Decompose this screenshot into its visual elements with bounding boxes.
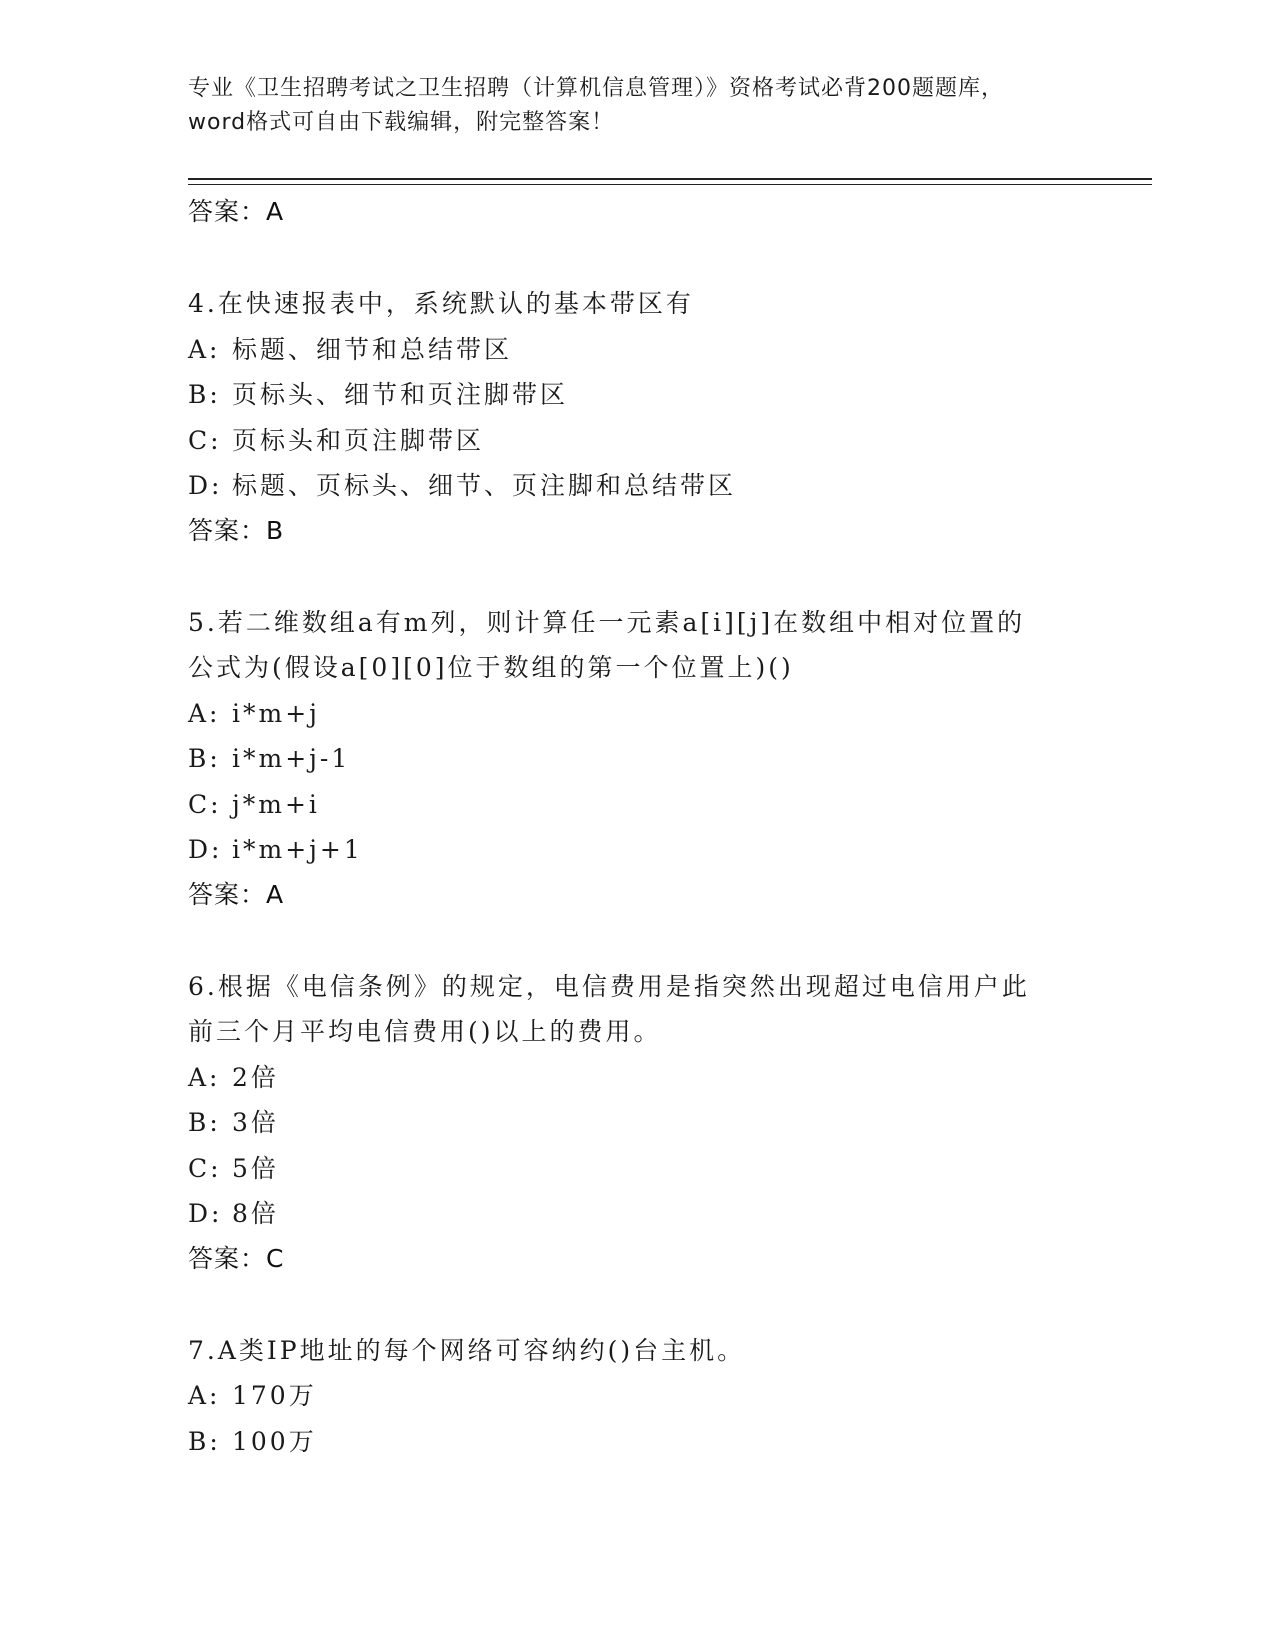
header-rule-thick xyxy=(188,178,1152,180)
option-a: A: 170万 xyxy=(188,1381,317,1410)
answer-line: 答案：B xyxy=(188,515,285,545)
header-line-1: 专业《卫生招聘考试之卫生招聘（计算机信息管理）》资格考试必背200题题库， xyxy=(188,76,1004,101)
option-a: A: i*m+j xyxy=(188,698,320,728)
option-b: B: 3倍 xyxy=(188,1108,279,1137)
question-text: 4.在快速报表中，系统默认的基本带区有 xyxy=(188,289,694,318)
option-b: B: i*m+j-1 xyxy=(188,744,351,773)
option-d: D: 8倍 xyxy=(188,1199,279,1228)
question-text-continued: 公式为(假设a[0][0]位于数组的第一个位置上)() xyxy=(188,653,794,682)
header-rule-thin xyxy=(188,184,1152,185)
answer-line: 答案：A xyxy=(188,197,285,226)
option-a: A: 标题、细节和总结带区 xyxy=(188,334,513,364)
question-text-continued: 前三个月平均电信费用()以上的费用。 xyxy=(188,1017,662,1046)
header-line-2: word格式可自由下载编辑，附完整答案！ xyxy=(188,110,615,135)
answer-line: 答案：A xyxy=(188,879,285,909)
question-block xyxy=(188,1328,1088,1465)
option-c: C: 5倍 xyxy=(188,1153,279,1183)
document-header xyxy=(188,72,1088,140)
question-block xyxy=(188,281,1088,553)
option-c: C: j*m+i xyxy=(188,789,320,819)
option-a: A: 2倍 xyxy=(188,1062,279,1092)
option-b: B: 页标头、细节和页注脚带区 xyxy=(188,380,569,409)
question-block xyxy=(188,600,1088,917)
document-content xyxy=(188,190,1088,1464)
question-text: 5.若二维数组a有m列，则计算任一元素a[i][j]在数组中相对位置的 xyxy=(188,607,1026,637)
answer-line: 答案：C xyxy=(188,1243,285,1273)
question-text: 7.A类IP地址的每个网络可容纳约()台主机。 xyxy=(188,1335,746,1365)
question-text: 6.根据《电信条例》的规定，电信费用是指突然出现超过电信用户此 xyxy=(188,971,1030,1001)
question-block xyxy=(188,964,1088,1281)
option-d: D: i*m+j+1 xyxy=(188,835,363,864)
option-d: D: 标题、页标头、细节、页注脚和总结带区 xyxy=(188,471,737,500)
option-b: B: 100万 xyxy=(188,1426,317,1456)
option-c: C: 页标头和页注脚带区 xyxy=(188,425,485,455)
